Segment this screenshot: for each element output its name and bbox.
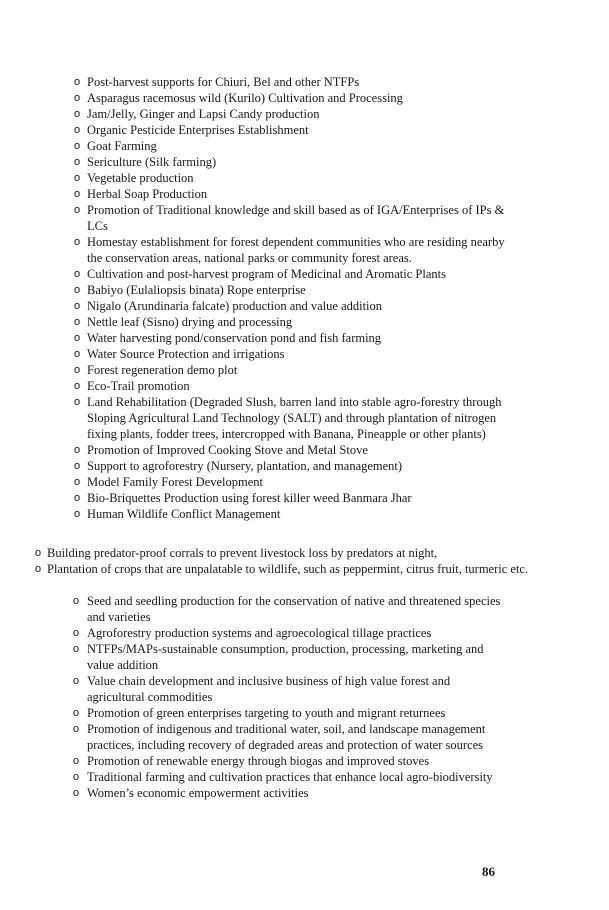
bullet-circle-icon: o — [73, 348, 81, 360]
list-item-text: Promotion of Improved Cooking Stove and Metal Stove — [87, 443, 368, 457]
bullet-circle-icon: o — [72, 771, 80, 783]
bullet-circle-icon: o — [73, 300, 81, 312]
bullet-circle-icon: o — [73, 316, 81, 328]
list-item — [67, 474, 507, 490]
list-item-text: Seed and seedling production for the conservation of native and threatened species and varieties — [87, 594, 501, 624]
list-item — [67, 442, 507, 458]
list-item — [66, 673, 506, 705]
list-item — [67, 106, 507, 122]
list-item — [67, 314, 507, 330]
list-item — [67, 154, 507, 170]
list-item-text: Land Rehabilitation (Degraded Slush, barren land into stable agro-forestry through Sloping Agricultural Land Technology (SALT) and through plantation of nitrogen fixing plants, fodder trees, intercropped with Banana, Pineapple or other plants) — [87, 395, 502, 441]
list-item — [67, 122, 507, 138]
list-item — [67, 90, 507, 106]
list-item — [67, 202, 507, 234]
bullet-circle-icon: o — [34, 547, 42, 559]
page-number: 86 — [482, 864, 495, 879]
list-item — [67, 74, 507, 90]
list-item — [66, 753, 506, 769]
list-item-text: Promotion of Traditional knowledge and skill based as of IGA/Enterprises of IPs & LCs — [87, 203, 505, 233]
list-item-text: Asparagus racemosus wild (Kurilo) Cultivation and Processing — [87, 91, 403, 105]
list-item-text: Eco-Trail promotion — [87, 379, 190, 393]
list-item — [28, 561, 548, 577]
list-item-text: Agroforestry production systems and agroecological tillage practices — [87, 626, 432, 640]
bullet-circle-icon: o — [73, 460, 81, 472]
bullet-circle-icon: o — [73, 364, 81, 376]
activity-list-secondary — [66, 593, 506, 801]
bullet-circle-icon: o — [72, 627, 80, 639]
list-item — [67, 330, 507, 346]
bullet-circle-icon: o — [73, 140, 81, 152]
list-item-text: Herbal Soap Production — [87, 187, 208, 201]
list-item-text: Promotion of renewable energy through biogas and improved stoves — [87, 754, 430, 768]
bullet-circle-icon: o — [73, 204, 81, 216]
bullet-circle-icon: o — [73, 332, 81, 344]
bullet-circle-icon: o — [73, 476, 81, 488]
bullet-circle-icon: o — [73, 188, 81, 200]
list-item — [28, 545, 548, 561]
list-item — [67, 266, 507, 282]
list-item — [66, 705, 506, 721]
list-item — [67, 458, 507, 474]
list-item-text: Plantation of crops that are unpalatable to wildlife, such as peppermint, citrus fruit, turmeric etc. — [47, 562, 529, 576]
bullet-circle-icon: o — [73, 76, 81, 88]
list-item-text: Value chain development and inclusive business of high value forest and agricultural commodities — [87, 674, 451, 704]
list-item — [67, 282, 507, 298]
bullet-circle-icon: o — [72, 755, 80, 767]
list-item-text: NTFPs/MAPs-sustainable consumption, production, processing, marketing and value addition — [87, 642, 484, 672]
bullet-circle-icon: o — [73, 268, 81, 280]
bullet-circle-icon: o — [72, 675, 80, 687]
list-item-text: Building predator-proof corrals to prevent livestock loss by predators at night, — [47, 546, 438, 560]
bullet-circle-icon: o — [72, 643, 80, 655]
bullet-circle-icon: o — [73, 156, 81, 168]
bullet-circle-icon: o — [73, 492, 81, 504]
list-item-text: Forest regeneration demo plot — [87, 363, 238, 377]
bullet-circle-icon: o — [73, 508, 81, 520]
list-item-text: Human Wildlife Conflict Management — [87, 507, 281, 521]
list-item — [67, 378, 507, 394]
list-item — [66, 785, 506, 801]
bullet-circle-icon: o — [73, 236, 81, 248]
list-item-text: Nigalo (Arundinaria falcate) production and value addition — [87, 299, 383, 313]
list-item-text: Model Family Forest Development — [87, 475, 264, 489]
list-item-text: Cultivation and post-harvest program of Medicinal and Aromatic Plants — [87, 267, 446, 281]
list-item — [66, 721, 506, 753]
list-item-text: Support to agroforestry (Nursery, plantation, and management) — [87, 459, 403, 473]
list-item-text: Nettle leaf (Sisno) drying and processing — [87, 315, 293, 329]
bullet-circle-icon: o — [73, 444, 81, 456]
list-item — [66, 625, 506, 641]
list-item — [66, 641, 506, 673]
list-item-text: Homestay establishment for forest dependent communities who are residing nearby the conservation areas, national parks or community forest areas. — [87, 235, 505, 265]
list-item-text: Water Source Protection and irrigations — [87, 347, 285, 361]
activity-list-primary — [67, 74, 507, 522]
list-item-text: Women’s economic empowerment activities — [87, 786, 309, 800]
bullet-circle-icon: o — [72, 723, 80, 735]
bullet-circle-icon: o — [73, 124, 81, 136]
list-item — [67, 186, 507, 202]
list-item-text: Jam/Jelly, Ginger and Lapsi Candy production — [87, 107, 320, 121]
list-item — [67, 138, 507, 154]
list-item-text: Organic Pesticide Enterprises Establishment — [87, 123, 309, 137]
list-item-text: Babiyo (Eulaliopsis binata) Rope enterprise — [87, 283, 306, 297]
list-item-text: Water harvesting pond/conservation pond and fish farming — [87, 331, 382, 345]
bullet-circle-icon: o — [73, 92, 81, 104]
bullet-circle-icon: o — [72, 595, 80, 607]
bullet-circle-icon: o — [73, 284, 81, 296]
list-item-text: Goat Farming — [87, 139, 157, 153]
bullet-circle-icon: o — [72, 787, 80, 799]
list-item-text: Promotion of indigenous and traditional water, soil, and landscape management practices, including recovery of degraded areas and protection of water sources — [87, 722, 486, 752]
bullet-circle-icon: o — [73, 396, 81, 408]
bullet-circle-icon: o — [72, 707, 80, 719]
list-item-text: Vegetable production — [87, 171, 194, 185]
list-item — [67, 362, 507, 378]
list-item — [67, 170, 507, 186]
activity-list-wildlife — [28, 545, 548, 577]
list-item — [67, 394, 507, 442]
list-item — [67, 346, 507, 362]
list-item-text: Promotion of green enterprises targeting to youth and migrant returnees — [87, 706, 446, 720]
list-item-text: Traditional farming and cultivation practices that enhance local agro-biodiversity — [87, 770, 493, 784]
bullet-circle-icon: o — [73, 172, 81, 184]
bullet-circle-icon: o — [73, 108, 81, 120]
list-item — [67, 490, 507, 506]
list-item — [66, 593, 506, 625]
list-item-text: Bio-Briquettes Production using forest killer weed Banmara Jhar — [87, 491, 412, 505]
list-item — [67, 234, 507, 266]
bullet-circle-icon: o — [34, 563, 42, 575]
bullet-circle-icon: o — [73, 380, 81, 392]
list-item — [67, 298, 507, 314]
list-item-text: Sericulture (Silk farming) — [87, 155, 217, 169]
list-item — [67, 506, 507, 522]
list-item-text: Post-harvest supports for Chiuri, Bel and other NTFPs — [87, 75, 360, 89]
list-item — [66, 769, 506, 785]
